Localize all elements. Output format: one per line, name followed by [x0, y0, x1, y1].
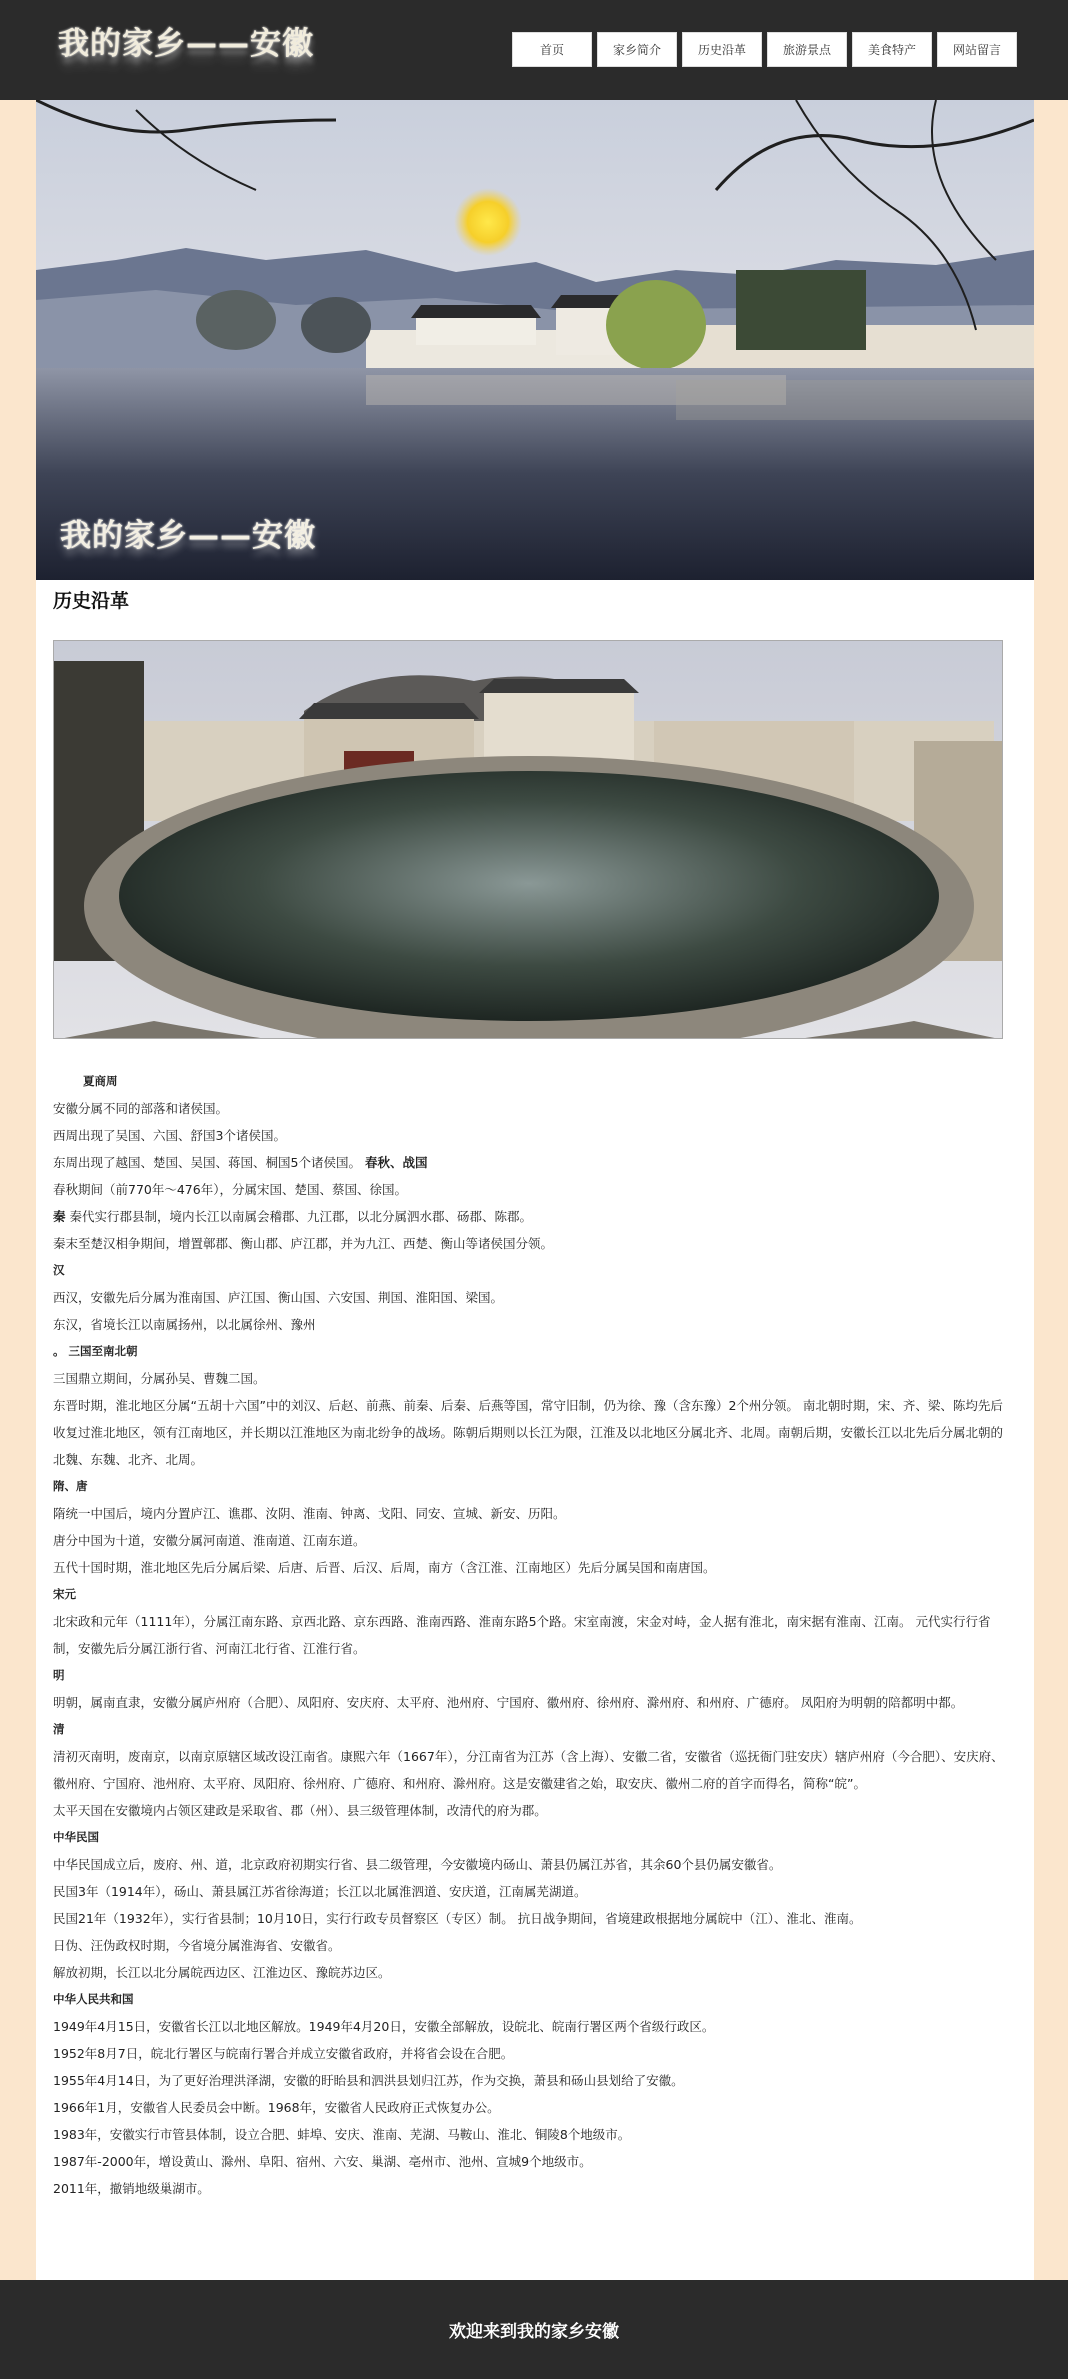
history-line: 2011年，撤销地级巢湖市。: [53, 2181, 210, 2196]
history-line: 民国21年（1932年），实行省县制；10月10日，实行行政专员督察区（专区）制。 抗日战争期间，省境建政根据地分属皖中（江）、淮北、淮南。: [53, 1911, 862, 1926]
history-line: 东晋时期，淮北地区分属“五胡十六国”中的刘汉、后赵、前燕、前秦、后秦、后燕等国，常守旧制，仍为徐、豫（含东豫）2个州分领。 南北朝时期，宋、齐、梁、陈均先后收复过淮北地区，领有江南地区，并长期以江淮地区为南北纷争的战场。陈朝后期则以长江为限，江淮及以北地区分属北齐、北周。南朝后期，安徽长江以北先后分属北朝的北魏、东魏、北齐、北周。: [53, 1398, 1004, 1467]
history-line: 安徽分属不同的部落和诸侯国。: [53, 1101, 229, 1116]
history-line: 西汉，安徽先后分属为淮南国、庐江国、衡山国、六安国、荆国、淮阳国、梁国。: [53, 1290, 504, 1305]
history-line: 东周出现了越国、楚国、吴国、蒋国、桐国5个诸侯国。 春秋、战国: [53, 1155, 428, 1170]
pond-village-image: [54, 641, 1003, 1039]
main-content: [36, 580, 1034, 2280]
nav-guestbook[interactable]: 网站留言: [937, 32, 1017, 67]
history-line: 西周出现了吴国、六国、舒国3个诸侯国。: [53, 1128, 286, 1143]
nav-attractions[interactable]: 旅游景点: [767, 32, 847, 67]
history-line: 东汉，省境长江以南属扬州，以北属徐州、豫州: [53, 1317, 316, 1332]
history-photo: [53, 640, 1003, 1039]
era-heading: 。 三国至南北朝: [53, 1344, 138, 1358]
history-line: 民国3年（1914年），砀山、萧县属江苏省徐海道；长江以北属淮泗道、安庆道，江南属芜湖道。: [53, 1884, 587, 1899]
era-heading: 宋元: [53, 1587, 76, 1601]
history-line: 日伪、汪伪政权时期，今省境分属淮海省、安徽省。: [53, 1938, 341, 1953]
history-line: 清初灭南明，废南京，以南京原辖区域改设江南省。康熙六年（1667年），分江南省为江苏（含上海）、安徽二省，安徽省（巡抚衙门驻安庆）辖庐州府（今合肥）、安庆府、徽州府、宁国府、池州府、太平府、凤阳府、徐州府、广德府、和州府、滁州府。这是安徽建省之始，取安庆、徽州二府的首字而得名，简称“皖”。: [53, 1749, 1004, 1791]
nav-history[interactable]: 历史沿革: [682, 32, 762, 67]
history-line: 1955年4月14日，为了更好治理洪泽湖，安徽的盱眙县和泗洪县划归江苏，作为交换，萧县和砀山县划给了安徽。: [53, 2073, 684, 2088]
history-line: 明朝，属南直隶，安徽分属庐州府（合肥）、凤阳府、安庆府、太平府、池州府、宁国府、徽州府、徐州府、滁州府、和州府、广德府。 凤阳府为明朝的陪都明中都。: [53, 1695, 964, 1710]
site-footer: [0, 2280, 1068, 2379]
era-heading: 春秋、战国: [364, 1155, 428, 1170]
nav-intro[interactable]: 家乡简介: [597, 32, 677, 67]
main-nav: [512, 32, 1017, 68]
history-line: 秦末至楚汉相争期间，增置鄣郡、衡山郡、庐江郡，并为九江、西楚、衡山等诸侯国分领。: [53, 1236, 554, 1251]
history-line: 中华民国成立后，废府、州、道，北京政府初期实行省、县二级管理，今安徽境内砀山、萧县仍属江苏省，其余60个县仍属安徽省。: [53, 1857, 782, 1872]
era-heading: 隋、唐: [53, 1479, 88, 1493]
era-heading: 明: [53, 1668, 65, 1682]
era-heading: 中华人民共和国: [53, 1992, 134, 2006]
history-line: 北宋政和元年（1111年），分属江南东路、京西北路、京东西路、淮南西路、淮南东路5个路。宋室南渡，宋金对峙，金人据有淮北，南宋据有淮南、江南。 元代实行行省制，安徽先后分属江浙行省、河南江北行省、江淮行省。: [53, 1614, 991, 1656]
nav-food[interactable]: 美食特产: [852, 32, 932, 67]
history-line: 三国鼎立期间，分属孙吴、曹魏二国。: [53, 1371, 266, 1386]
era-heading: 汉: [53, 1263, 65, 1277]
history-line: 1987年-2000年，增设黄山、滁州、阜阳、宿州、六安、巢湖、亳州市、池州、宣城9个地级市。: [53, 2154, 592, 2169]
footer-text: 欢迎来到我的家乡安徽: [449, 2322, 619, 2342]
banner-caption: 我的家乡——安徽: [60, 518, 316, 554]
history-line: 隋统一中国后，境内分置庐江、谯郡、汝阴、淮南、钟离、戈阳、同安、宣城、新安、历阳。: [53, 1506, 566, 1521]
history-line: 春秋期间（前770年～476年），分属宋国、楚国、蔡国、徐国。: [53, 1182, 407, 1197]
nav-home[interactable]: 首页: [512, 32, 592, 67]
history-line: 1952年8月7日，皖北行署区与皖南行署合并成立安徽省政府，并将省会设在合肥。: [53, 2046, 514, 2061]
history-text: [53, 1068, 1013, 2202]
village-lake-landscape: [36, 100, 1034, 580]
era-heading: 夏商周: [83, 1074, 118, 1088]
era-heading: 清: [53, 1722, 65, 1736]
history-line: 1983年，安徽实行市管县体制，设立合肥、蚌埠、安庆、淮南、芜湖、马鞍山、淮北、铜陵8个地级市。: [53, 2127, 631, 2142]
site-logo[interactable]: 我的家乡——安徽: [58, 26, 314, 62]
history-line: 秦 秦代实行郡县制，境内长江以南属会稽郡、九江郡，以北分属泗水郡、砀郡、陈郡。: [53, 1209, 533, 1224]
history-line: 五代十国时期，淮北地区先后分属后梁、后唐、后晋、后汉、后周，南方（含江淮、江南地区）先后分属吴国和南唐国。: [53, 1560, 716, 1575]
history-line: 解放初期，长江以北分属皖西边区、江淮边区、豫皖苏边区。: [53, 1965, 391, 1980]
history-line: 太平天国在安徽境内占领区建政是采取省、郡（州）、县三级管理体制，改清代的府为郡。: [53, 1803, 547, 1818]
history-line: 1949年4月15日，安徽省长江以北地区解放。1949年4月20日，安徽全部解放，设皖北、皖南行署区两个省级行政区。: [53, 2019, 715, 2034]
history-line: 唐分中国为十道，安徽分属河南道、淮南道、江南东道。: [53, 1533, 366, 1548]
banner-image: [36, 100, 1034, 580]
history-line: 1966年1月，安徽省人民委员会中断。1968年，安徽省人民政府正式恢复办公。: [53, 2100, 500, 2115]
site-header: [0, 0, 1068, 100]
era-heading: 中华民国: [53, 1830, 99, 1844]
page-title: 历史沿革: [53, 590, 130, 612]
